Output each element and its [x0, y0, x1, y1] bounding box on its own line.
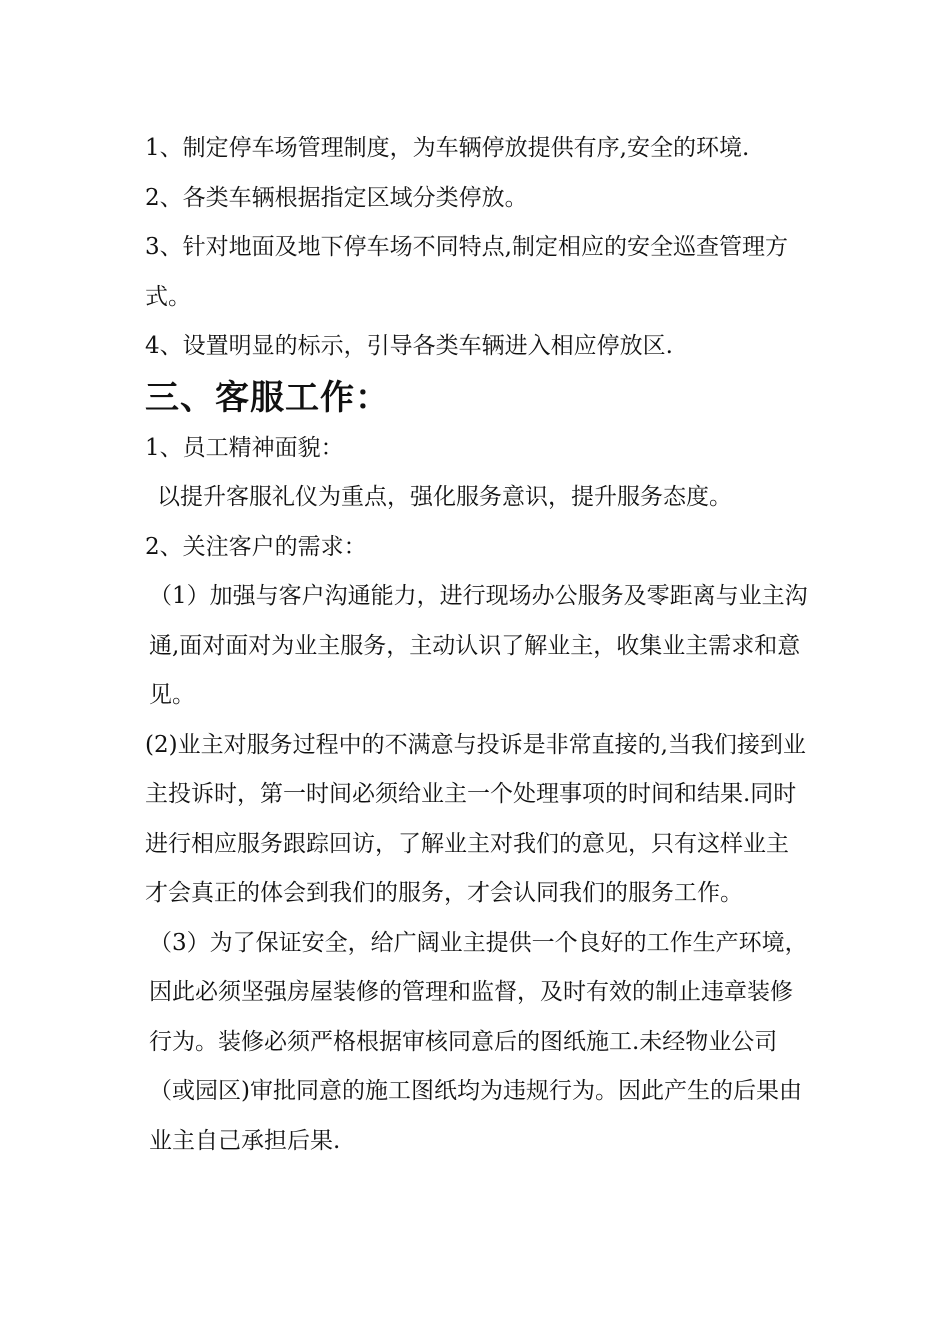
paragraph-customer-needs-3: （3）为了保证安全，给广阔业主提供一个良好的工作生产环境，因此必须坚强房屋装修的管理和监督，及时有效的制止违章装修行为。装修必须严格根据审核同意后的图纸施工.未经物业公司（或园区)审批同意的施工图纸均为违规行为。因此产生的后果由业主自己承担后果.	[149, 929, 808, 1154]
document-body	[145, 124, 810, 1166]
paragraph-staff-appearance-detail: 以提升客服礼仪为重点，强化服务意识，提升服务态度。	[157, 484, 732, 510]
paragraph-parking-rule-2: 2、各类车辆根据指定区域分类停放。	[145, 184, 528, 211]
paragraph-customer-needs-2: (2)业主对服务过程中的不满意与投诉是非常直接的,当我们接到业主投诉时，第一时间必须给业主一个处理事项的时间和结果.同时进行相应服务跟踪回访，了解业主对我们的意见，只有这样业主才会真正的体会到我们的服务，才会认同我们的服务工作。	[145, 731, 806, 906]
paragraph-customer-needs: 2、关注客户的需求：	[145, 533, 367, 560]
paragraph-customer-needs-1: （1）加强与客户沟通能力，进行现场办公服务及零距离与业主沟通,面对面对为业主服务，主动认识了解业主，收集业主需求和意见。	[149, 583, 808, 708]
paragraph-parking-rule-4: 4、设置明显的标示，引导各类车辆进入相应停放区.	[145, 333, 673, 359]
paragraph-parking-rule-1: 1、制定停车场管理制度，为车辆停放提供有序,安全的环境.	[145, 135, 750, 161]
section-heading-customer-service: 三、客服工作：	[145, 377, 390, 418]
paragraph-staff-appearance: 1、员工精神面貌：	[145, 434, 344, 461]
paragraph-parking-rule-3: 3、针对地面及地下停车场不同特点,制定相应的安全巡查管理方式。	[145, 234, 788, 310]
